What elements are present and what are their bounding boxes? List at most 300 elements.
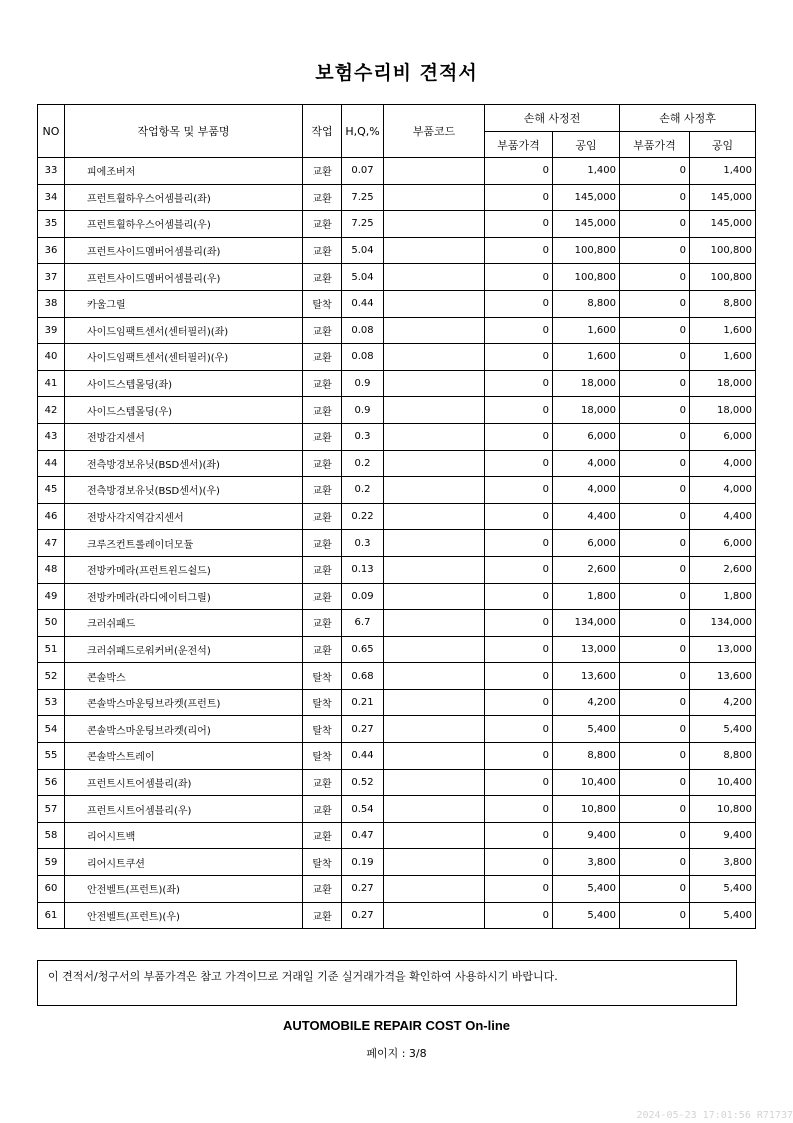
table-row [38,716,756,743]
row-hq: 0.47 [342,822,384,849]
row-after-labor: 18,000 [690,370,756,397]
table-row [38,876,756,903]
row-after-part-price: 0 [620,636,690,663]
row-item-name: 카울그릴 [65,290,303,317]
row-hq: 0.13 [342,556,384,583]
row-after-part-price: 0 [620,184,690,211]
row-no: 50 [38,610,65,637]
row-work-type: 교환 [303,610,342,637]
row-before-labor: 1,600 [553,344,620,371]
row-work-type: 교환 [303,317,342,344]
row-before-labor: 1,800 [553,583,620,610]
row-part-code [384,663,485,690]
row-before-part-price: 0 [485,663,553,690]
row-part-code [384,158,485,185]
row-hq: 0.44 [342,743,384,770]
row-work-type: 교환 [303,423,342,450]
row-hq: 0.44 [342,290,384,317]
row-before-part-price: 0 [485,716,553,743]
row-hq: 0.09 [342,583,384,610]
row-item-name: 크러쉬패드 [65,610,303,637]
row-part-code [384,769,485,796]
row-hq: 7.25 [342,184,384,211]
header-item: 작업항목 및 부품명 [65,105,303,158]
header-before-adjust: 손해 사정전 [485,105,620,132]
row-no: 42 [38,397,65,424]
row-hq: 0.27 [342,876,384,903]
table-row [38,822,756,849]
row-before-labor: 18,000 [553,370,620,397]
row-part-code [384,743,485,770]
row-hq: 0.54 [342,796,384,823]
row-part-code [384,397,485,424]
row-item-name: 안전벨트(프런트)(우) [65,902,303,929]
row-no: 52 [38,663,65,690]
row-work-type: 교환 [303,184,342,211]
page-indicator: 페이지 : 3/8 [366,1047,427,1060]
row-part-code [384,477,485,504]
row-no: 40 [38,344,65,371]
row-after-part-price: 0 [620,477,690,504]
table-row [38,477,756,504]
row-before-part-price: 0 [485,158,553,185]
row-hq: 0.07 [342,158,384,185]
row-work-type: 탈착 [303,849,342,876]
table-row [38,583,756,610]
row-after-part-price: 0 [620,769,690,796]
table-row [38,423,756,450]
row-before-labor: 5,400 [553,902,620,929]
row-after-labor: 1,400 [690,158,756,185]
row-work-type: 교환 [303,477,342,504]
row-work-type: 교환 [303,264,342,291]
row-hq: 0.19 [342,849,384,876]
estimate-table [37,104,756,929]
row-no: 54 [38,716,65,743]
row-after-part-price: 0 [620,663,690,690]
row-part-code [384,583,485,610]
row-after-part-price: 0 [620,689,690,716]
row-hq: 5.04 [342,264,384,291]
row-hq: 0.2 [342,477,384,504]
row-part-code [384,344,485,371]
header-work: 작업 [303,105,342,158]
row-part-code [384,636,485,663]
row-no: 53 [38,689,65,716]
row-work-type: 교환 [303,769,342,796]
table-row [38,689,756,716]
print-timestamp: 2024-05-23 17:01:56 R71737 [636,1110,793,1121]
row-item-name: 크러쉬패드로워커버(운전석) [65,636,303,663]
row-hq: 0.22 [342,503,384,530]
row-no: 60 [38,876,65,903]
row-hq: 0.68 [342,663,384,690]
table-row [38,397,756,424]
row-before-part-price: 0 [485,370,553,397]
row-before-part-price: 0 [485,610,553,637]
row-no: 34 [38,184,65,211]
row-work-type: 교환 [303,583,342,610]
row-after-part-price: 0 [620,610,690,637]
row-before-part-price: 0 [485,743,553,770]
row-item-name: 사이드스텝몰딩(좌) [65,370,303,397]
row-after-labor: 4,200 [690,689,756,716]
row-after-labor: 5,400 [690,876,756,903]
row-work-type: 교환 [303,556,342,583]
row-part-code [384,530,485,557]
row-before-labor: 100,800 [553,237,620,264]
row-item-name: 프런트사이드멤버어셈블리(좌) [65,237,303,264]
row-before-part-price: 0 [485,503,553,530]
row-after-labor: 13,600 [690,663,756,690]
row-after-labor: 1,600 [690,344,756,371]
row-work-type: 교환 [303,158,342,185]
table-row [38,849,756,876]
row-item-name: 콘솔박스마운팅브라켓(프런트) [65,689,303,716]
row-before-labor: 6,000 [553,423,620,450]
table-row [38,610,756,637]
row-after-part-price: 0 [620,796,690,823]
row-work-type: 교환 [303,530,342,557]
row-no: 48 [38,556,65,583]
table-row [38,663,756,690]
table-row [38,743,756,770]
row-after-part-price: 0 [620,583,690,610]
row-after-labor: 8,800 [690,290,756,317]
row-after-part-price: 0 [620,317,690,344]
row-item-name: 전방사각지역감지센서 [65,503,303,530]
row-after-part-price: 0 [620,822,690,849]
row-item-name: 리어시트쿠션 [65,849,303,876]
row-part-code [384,716,485,743]
row-work-type: 교환 [303,237,342,264]
row-hq: 0.52 [342,769,384,796]
row-item-name: 프런트사이드멤버어셈블리(우) [65,264,303,291]
row-after-labor: 10,800 [690,796,756,823]
row-after-labor: 6,000 [690,423,756,450]
row-before-part-price: 0 [485,876,553,903]
row-before-labor: 2,600 [553,556,620,583]
row-hq: 0.08 [342,344,384,371]
table-row [38,902,756,929]
row-item-name: 피에조버저 [65,158,303,185]
row-before-labor: 5,400 [553,716,620,743]
row-hq: 0.9 [342,397,384,424]
row-work-type: 교환 [303,503,342,530]
row-after-labor: 1,800 [690,583,756,610]
row-before-part-price: 0 [485,423,553,450]
row-after-part-price: 0 [620,849,690,876]
row-work-type: 탈착 [303,290,342,317]
row-before-labor: 9,400 [553,822,620,849]
row-before-labor: 5,400 [553,876,620,903]
row-work-type: 교환 [303,397,342,424]
row-work-type: 교환 [303,636,342,663]
row-item-name: 콘솔박스마운팅브라켓(리어) [65,716,303,743]
table-row [38,503,756,530]
row-before-labor: 6,000 [553,530,620,557]
row-before-labor: 145,000 [553,211,620,238]
row-no: 45 [38,477,65,504]
header-after-labor: 공임 [690,132,756,158]
row-after-part-price: 0 [620,902,690,929]
row-no: 55 [38,743,65,770]
row-work-type: 교환 [303,211,342,238]
row-no: 46 [38,503,65,530]
row-after-labor: 145,000 [690,211,756,238]
row-after-part-price: 0 [620,290,690,317]
row-work-type: 교환 [303,450,342,477]
row-after-labor: 4,000 [690,477,756,504]
row-work-type: 교환 [303,796,342,823]
row-item-name: 프런트휠하우스어셈블리(우) [65,211,303,238]
table-row [38,237,756,264]
header-after-part-price: 부품가격 [620,132,690,158]
row-work-type: 탈착 [303,689,342,716]
row-part-code [384,423,485,450]
row-hq: 0.3 [342,423,384,450]
row-item-name: 사이드스텝몰딩(우) [65,397,303,424]
header-code: 부품코드 [384,105,485,158]
row-part-code [384,450,485,477]
row-no: 58 [38,822,65,849]
row-before-labor: 18,000 [553,397,620,424]
row-no: 35 [38,211,65,238]
row-item-name: 전측방경보유닛(BSD센서)(좌) [65,450,303,477]
row-before-part-price: 0 [485,902,553,929]
row-item-name: 전측방경보유닛(BSD센서)(우) [65,477,303,504]
row-no: 59 [38,849,65,876]
row-hq: 0.3 [342,530,384,557]
row-item-name: 사이드임팩트센서(센터필러)(좌) [65,317,303,344]
table-row [38,636,756,663]
row-hq: 0.21 [342,689,384,716]
row-before-labor: 100,800 [553,264,620,291]
row-no: 39 [38,317,65,344]
row-before-labor: 10,400 [553,769,620,796]
row-no: 49 [38,583,65,610]
row-after-part-price: 0 [620,450,690,477]
row-after-part-price: 0 [620,503,690,530]
row-part-code [384,237,485,264]
table-row [38,530,756,557]
row-item-name: 프런트시트어셈블리(우) [65,796,303,823]
header-hq: H,Q,% [342,105,384,158]
row-before-labor: 8,800 [553,290,620,317]
row-after-labor: 6,000 [690,530,756,557]
row-item-name: 전방카메라(라디에이터그릴) [65,583,303,610]
row-before-part-price: 0 [485,583,553,610]
row-before-labor: 3,800 [553,849,620,876]
row-before-labor: 4,200 [553,689,620,716]
table-row [38,769,756,796]
row-before-labor: 145,000 [553,184,620,211]
estimate-rows [38,158,756,929]
row-part-code [384,264,485,291]
footer-brand: AUTOMOBILE REPAIR COST On-line [282,1018,511,1033]
row-work-type: 교환 [303,370,342,397]
row-part-code [384,849,485,876]
row-before-part-price: 0 [485,796,553,823]
row-hq: 0.08 [342,317,384,344]
row-after-labor: 5,400 [690,716,756,743]
row-before-labor: 4,400 [553,503,620,530]
row-no: 33 [38,158,65,185]
row-before-part-price: 0 [485,264,553,291]
row-part-code [384,689,485,716]
row-work-type: 탈착 [303,743,342,770]
row-no: 47 [38,530,65,557]
table-row [38,796,756,823]
row-before-part-price: 0 [485,556,553,583]
row-before-part-price: 0 [485,317,553,344]
row-part-code [384,876,485,903]
row-before-part-price: 0 [485,636,553,663]
row-after-labor: 5,400 [690,902,756,929]
table-row [38,556,756,583]
row-part-code [384,822,485,849]
row-item-name: 콘솔박스트레이 [65,743,303,770]
row-before-part-price: 0 [485,530,553,557]
row-item-name: 전방감지센서 [65,423,303,450]
table-row [38,211,756,238]
row-before-part-price: 0 [485,769,553,796]
row-no: 56 [38,769,65,796]
row-part-code [384,902,485,929]
row-before-part-price: 0 [485,689,553,716]
row-part-code [384,370,485,397]
table-row [38,158,756,185]
row-no: 36 [38,237,65,264]
row-hq: 0.9 [342,370,384,397]
row-item-name: 프런트시트어셈블리(좌) [65,769,303,796]
header-before-labor: 공임 [553,132,620,158]
row-work-type: 교환 [303,902,342,929]
row-before-part-price: 0 [485,450,553,477]
row-after-part-price: 0 [620,211,690,238]
row-before-part-price: 0 [485,211,553,238]
row-before-labor: 13,600 [553,663,620,690]
row-after-labor: 100,800 [690,264,756,291]
row-part-code [384,556,485,583]
row-after-labor: 4,000 [690,450,756,477]
header-no: NO [38,105,65,158]
row-before-labor: 13,000 [553,636,620,663]
row-after-labor: 9,400 [690,822,756,849]
row-before-labor: 1,400 [553,158,620,185]
row-after-labor: 2,600 [690,556,756,583]
row-after-labor: 8,800 [690,743,756,770]
row-part-code [384,796,485,823]
table-row [38,290,756,317]
row-hq: 7.25 [342,211,384,238]
row-after-labor: 10,400 [690,769,756,796]
row-after-labor: 1,600 [690,317,756,344]
row-before-part-price: 0 [485,237,553,264]
row-work-type: 교환 [303,344,342,371]
row-after-labor: 100,800 [690,237,756,264]
row-item-name: 크루즈컨트롤레이더모듈 [65,530,303,557]
row-part-code [384,211,485,238]
row-before-part-price: 0 [485,477,553,504]
row-before-part-price: 0 [485,849,553,876]
row-after-part-price: 0 [620,370,690,397]
row-after-part-price: 0 [620,876,690,903]
row-no: 41 [38,370,65,397]
row-after-part-price: 0 [620,264,690,291]
row-no: 38 [38,290,65,317]
row-item-name: 전방카메라(프런트윈드쉴드) [65,556,303,583]
row-hq: 0.65 [342,636,384,663]
row-hq: 0.27 [342,902,384,929]
row-part-code [384,290,485,317]
row-hq: 0.2 [342,450,384,477]
row-no: 37 [38,264,65,291]
row-item-name: 안전벨트(프런트)(좌) [65,876,303,903]
price-notice: 이 견적서/청구서의 부품가격은 참고 가격이므로 거래일 기준 실거래가격을 확인하여 사용하시기 바랍니다. [37,960,737,1006]
table-row [38,450,756,477]
row-before-part-price: 0 [485,397,553,424]
row-hq: 5.04 [342,237,384,264]
row-after-part-price: 0 [620,397,690,424]
row-before-part-price: 0 [485,184,553,211]
row-no: 57 [38,796,65,823]
row-after-labor: 18,000 [690,397,756,424]
row-after-part-price: 0 [620,530,690,557]
row-item-name: 콘솔박스 [65,663,303,690]
row-after-labor: 134,000 [690,610,756,637]
header-after-adjust: 손해 사정후 [620,105,756,132]
row-work-type: 탈착 [303,663,342,690]
row-item-name: 프런트휠하우스어셈블리(좌) [65,184,303,211]
table-row [38,317,756,344]
table-row [38,370,756,397]
row-part-code [384,503,485,530]
row-before-labor: 134,000 [553,610,620,637]
row-item-name: 리어시트백 [65,822,303,849]
row-before-labor: 8,800 [553,743,620,770]
row-after-labor: 13,000 [690,636,756,663]
document-title: 보험수리비 견적서 [315,62,478,84]
row-after-part-price: 0 [620,344,690,371]
row-part-code [384,317,485,344]
row-no: 61 [38,902,65,929]
row-after-labor: 3,800 [690,849,756,876]
table-row [38,264,756,291]
row-item-name: 사이드임팩트센서(센터필러)(우) [65,344,303,371]
row-after-part-price: 0 [620,743,690,770]
row-after-part-price: 0 [620,716,690,743]
row-before-labor: 4,000 [553,477,620,504]
row-before-labor: 10,800 [553,796,620,823]
row-hq: 0.27 [342,716,384,743]
row-no: 51 [38,636,65,663]
row-before-labor: 1,600 [553,317,620,344]
row-hq: 6.7 [342,610,384,637]
table-row [38,344,756,371]
row-after-part-price: 0 [620,556,690,583]
row-after-part-price: 0 [620,237,690,264]
row-part-code [384,184,485,211]
row-before-part-price: 0 [485,290,553,317]
row-work-type: 교환 [303,822,342,849]
row-work-type: 탈착 [303,716,342,743]
row-before-part-price: 0 [485,822,553,849]
row-work-type: 교환 [303,876,342,903]
row-before-labor: 4,000 [553,450,620,477]
row-no: 44 [38,450,65,477]
row-no: 43 [38,423,65,450]
